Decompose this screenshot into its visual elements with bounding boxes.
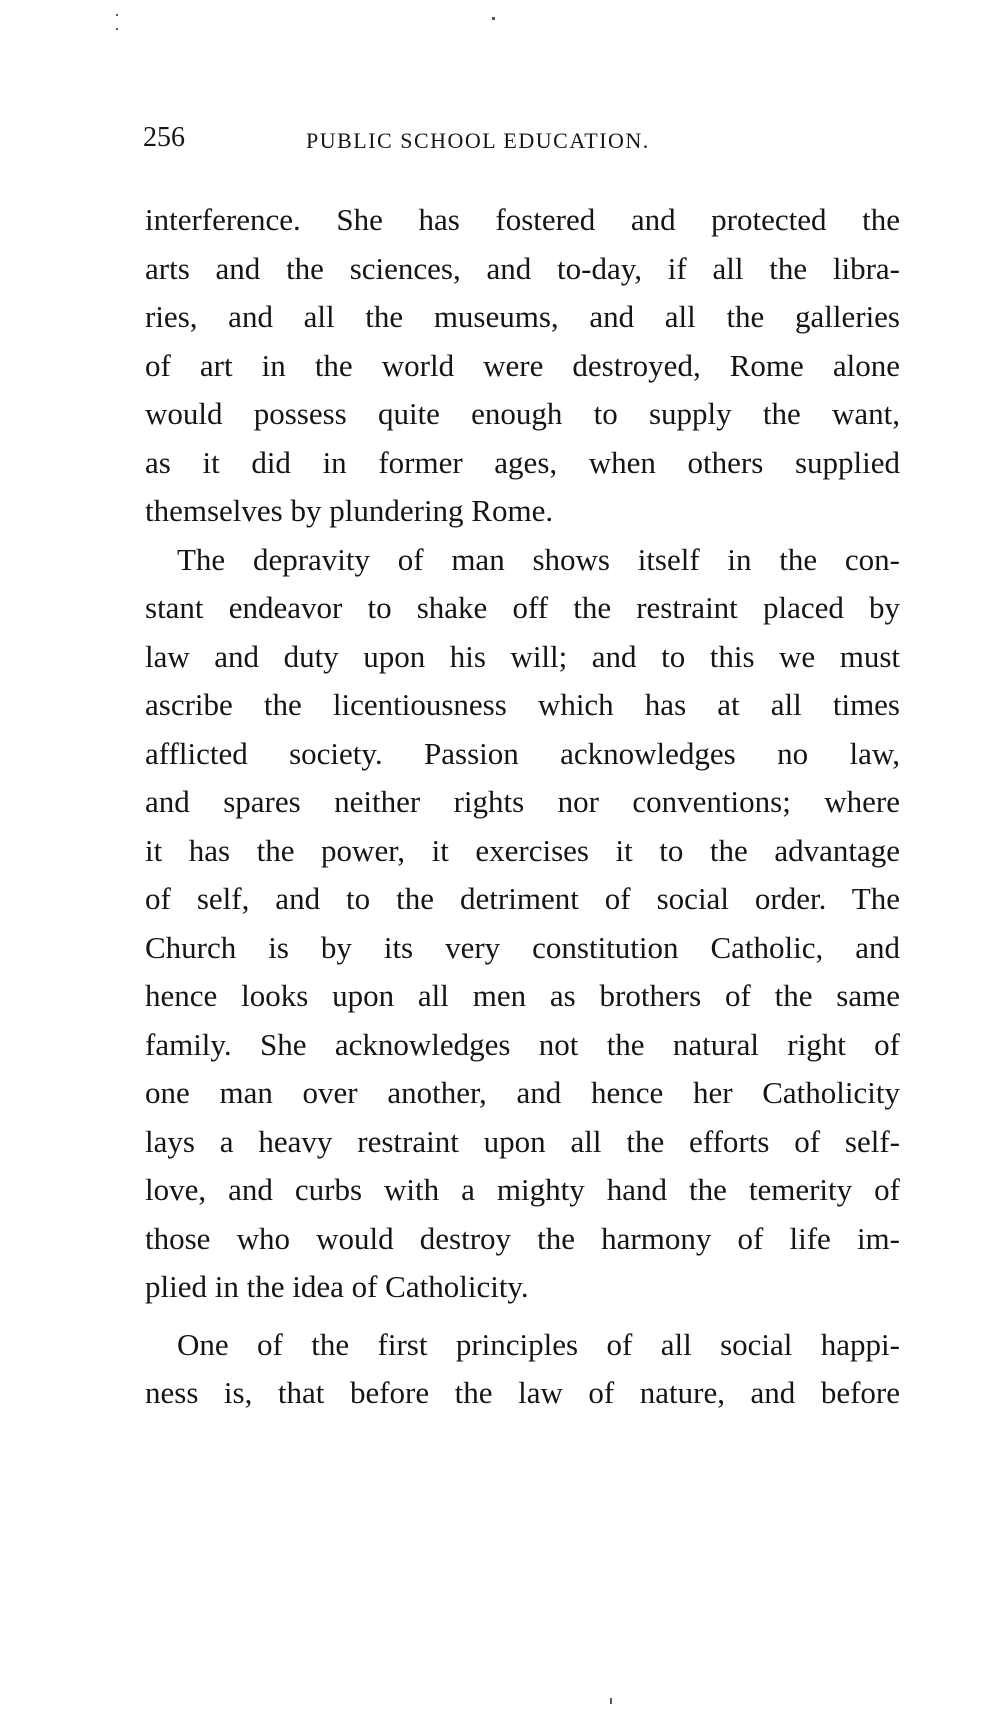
scan-speck [116,28,118,30]
text-line: plied in the idea of Catholicity. [145,1269,529,1304]
text-line: One of the first principles of all social happi- [177,1326,900,1362]
text-line: hence looks upon all men as brothers of the same [145,978,900,1013]
text-line: ascribe the licentiousness which has at all times [145,687,900,722]
text-line: ness is, that before the law of nature, and before [145,1375,900,1410]
text-line: love, and curbs with a mighty hand the temerity of [145,1172,900,1207]
text-line: interference. She has fostered and protected the [145,202,900,237]
text-line: themselves by plundering Rome. [145,493,554,528]
paragraph [145,196,900,536]
text-line: one man over another, and hence her Catholicity [145,1075,900,1110]
paragraph [145,1321,900,1418]
text-line: afflicted society. Passion acknowledges no law, [145,735,900,771]
text-line: of art in the world were destroyed, Rome alone [145,347,900,383]
text-line: The depravity of man shows itself in the con- [177,541,900,577]
text-line: arts and the sciences, and to-day, if all the libra- [145,250,900,286]
scan-speck [492,17,495,20]
text-line: of self, and to the detriment of social order. The [145,881,900,916]
text-line: law and duty upon his will; and to this we must [145,638,900,674]
paragraph [145,536,900,1312]
scan-speck [610,1698,612,1704]
text-line: family. She acknowledges not the natural right of [145,1026,900,1062]
page-header [143,122,900,158]
scan-speck [116,14,118,16]
text-line: Church is by its very constitution Catholic, and [145,929,900,965]
page-number: 256 [143,122,185,153]
page-body [145,196,900,1418]
text-line: stant endeavor to shake off the restraint placed by [145,590,900,625]
text-line: those who would destroy the harmony of life im- [145,1220,900,1256]
text-line: as it did in former ages, when others supplied [145,444,900,480]
text-line: ries, and all the museums, and all the galleries [145,299,900,334]
text-line: and spares neither rights nor conventions; where [145,784,900,819]
text-line: lays a heavy restraint upon all the efforts of self- [145,1123,900,1159]
text-line: would possess quite enough to supply the want, [145,396,900,431]
text-line: it has the power, it exercises it to the advantage [145,832,900,868]
running-title: PUBLIC SCHOOL EDUCATION. [306,128,650,153]
